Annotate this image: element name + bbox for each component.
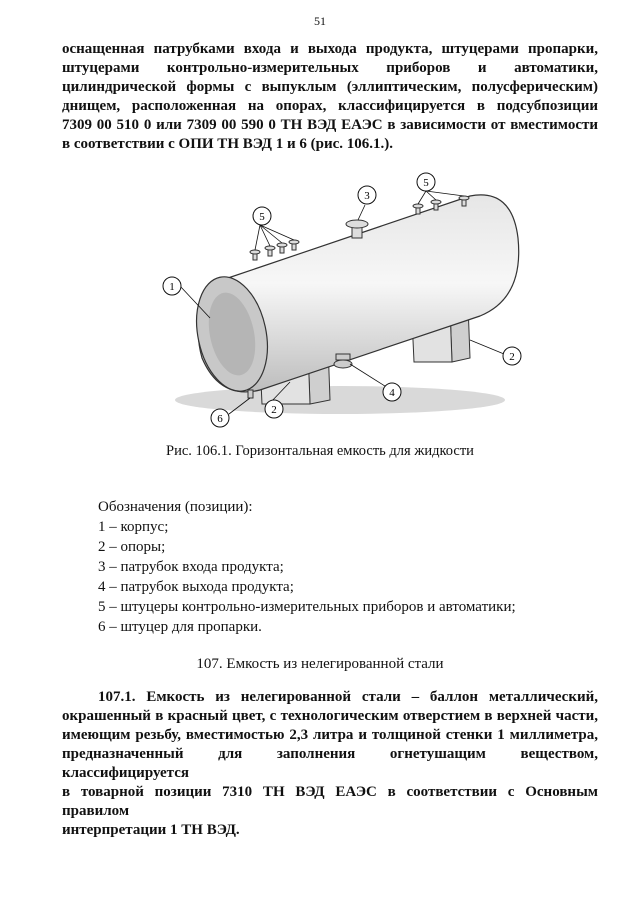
legend-list bbox=[98, 497, 598, 637]
svg-text:4: 4 bbox=[389, 387, 395, 399]
svg-text:3: 3 bbox=[364, 190, 370, 202]
callout-6 bbox=[211, 409, 229, 427]
text-line: днищем, расположенная на опорах, классифицируется в подсубпозиции bbox=[62, 98, 598, 114]
legend-item: 2 – опоры; bbox=[98, 539, 166, 555]
intro-paragraph bbox=[62, 40, 598, 154]
steam-nozzle bbox=[248, 390, 253, 398]
svg-text:1: 1 bbox=[169, 281, 175, 293]
legend-item: 1 – корпус; bbox=[98, 519, 169, 535]
text-line: окрашенный в красный цвет, с технологическим отверстием в верхней части, bbox=[62, 708, 598, 724]
text-line: штуцерами контрольно-измерительных приборов и автоматики, bbox=[62, 60, 598, 76]
text-line: предназначенный для заполнения огнетушащим веществом, классифицируется bbox=[62, 746, 598, 781]
outlet-nozzle bbox=[334, 354, 352, 368]
svg-text:2: 2 bbox=[509, 351, 515, 363]
callout-1 bbox=[163, 277, 181, 295]
legend-item: 3 – патрубок входа продукта; bbox=[98, 559, 284, 575]
section-title: 107. Емкость из нелегированной стали bbox=[196, 656, 444, 672]
tank-figure bbox=[140, 168, 540, 438]
callout-3 bbox=[358, 186, 376, 204]
legend-heading: Обозначения (позиции): bbox=[98, 499, 253, 515]
callout-2-rear bbox=[503, 347, 521, 365]
text-line: 7309 00 510 0 или 7309 00 590 0 ТН ВЭД ЕАЭС в зависимости от вместимости bbox=[62, 117, 598, 133]
horizontal-tank-drawing bbox=[140, 168, 540, 438]
svg-text:6: 6 bbox=[217, 413, 223, 425]
callout-5-left bbox=[253, 207, 271, 225]
svg-text:5: 5 bbox=[259, 211, 265, 223]
svg-text:2: 2 bbox=[271, 404, 277, 416]
text-line: интерпретации 1 ТН ВЭД. bbox=[62, 822, 240, 838]
text-line: в соответствии с ОПИ ТН ВЭД 1 и 6 (рис. 106.1.). bbox=[62, 136, 393, 152]
legend-item: 5 – штуцеры контрольно-измерительных приборов и автоматики; bbox=[98, 599, 516, 615]
callout-5-right bbox=[417, 173, 435, 191]
section-paragraph bbox=[62, 688, 598, 840]
callout-2-front bbox=[265, 400, 283, 418]
text-line: 107.1. Емкость из нелегированной стали – баллон металлический, bbox=[98, 689, 598, 705]
text-line: имеющим резьбу, вместимостью 2,3 литра и толщиной стенки 1 миллиметра, bbox=[62, 727, 598, 743]
svg-text:5: 5 bbox=[423, 177, 429, 189]
legend-item: 4 – патрубок выхода продукта; bbox=[98, 579, 294, 595]
text-line: цилиндрической формы с выпуклым (эллиптическим, полусферическим) bbox=[62, 79, 598, 95]
legend-item: 6 – штуцер для пропарки. bbox=[98, 619, 262, 635]
figure-caption: Рис. 106.1. Горизонтальная емкость для жидкости bbox=[166, 443, 474, 459]
callout-4 bbox=[383, 383, 401, 401]
text-line: в товарной позиции 7310 ТН ВЭД ЕАЭС в соответствии с Основным правилом bbox=[62, 784, 598, 819]
text-line: оснащенная патрубками входа и выхода продукта, штуцерами пропарки, bbox=[62, 41, 598, 57]
page-number: 51 bbox=[314, 14, 326, 28]
